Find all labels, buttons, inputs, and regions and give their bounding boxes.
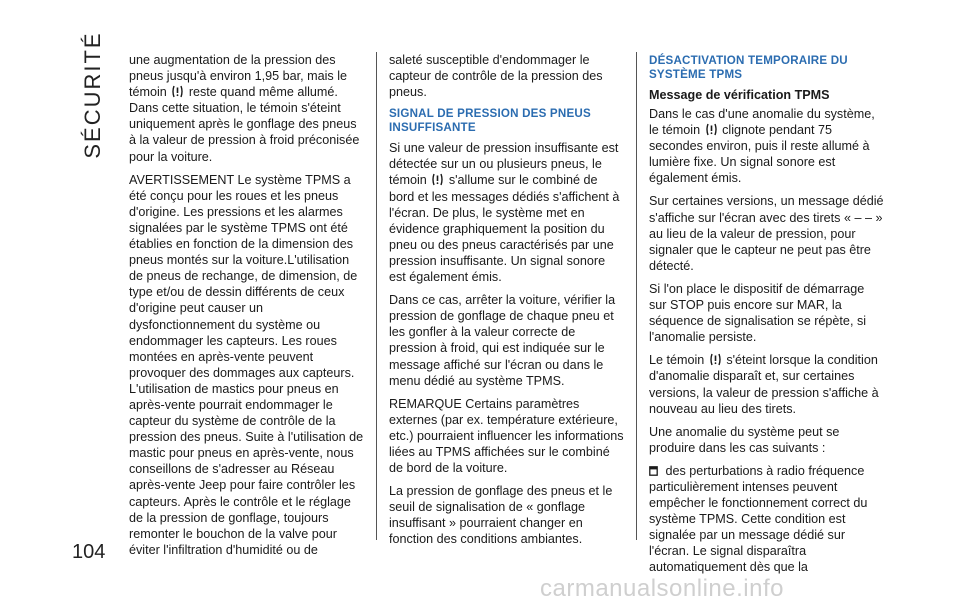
text: s'éteint lorsque la condition d'anomalie disparaît et, sur certaines versions, la valeur de pression s'affiche à nouveau au lieu des tirets. — [649, 353, 879, 416]
text: s'allume sur le combiné de bord et les messages dédiés s'affichent à l'écran. De plus, le système met en évidence graphiquement la position du pneu ou des pneus caractérisés par une pression insuffisante. Un signal sonore est également émis. — [389, 173, 620, 285]
paragraph: Si l'on place le dispositif de démarrage sur STOP puis encore sur MAR, la séquence de signalisation se répète, si l'anomalie persiste. — [649, 281, 867, 345]
sub-heading: Message de vérification TPMS — [649, 88, 830, 102]
text: une augmentation de la pression des pneus jusqu'à environ 1,95 bar, mais le témoin — [129, 53, 348, 100]
paragraph: AVERTISSEMENT Le système TPMS a été conçu pour les roues et les pneus d'origine. Les pressions et les alarmes signalées par le système TPMS ont été établies en fonction de la dimension des pneus montés sur la voiture.L'utilisation de pneus de rechange, de dimension, de type et/ou de dessin différents de ceux d'origine peut causer un dysfonctionnement du système ou endommager les capteurs. Les roues montées en après-vente peuvent provoquer des dommages aux capteurs. L'utilisation de mastics pour pneus en après-vente pourrait endommager le capteur du système de contrôle de la pression des pneus. Suite à l'utilisation de mastic pour pneus en après-vente, nous conseillons de s'adresser au Réseau après-vente Jeep pour faire contrôler les capteurs. Après le contrôle et le réglage de la pression de gonflage, toujours remonter le bouchon de la valve pour éviter l'infiltration d'humidité ou de — [129, 172, 364, 557]
tpms-warning-icon — [710, 353, 721, 366]
paragraph — [649, 463, 885, 576]
text-column-1 — [129, 52, 365, 565]
paragraph — [649, 352, 885, 416]
text: clignote pendant 75 secondes environ, puis il reste allumé à lumière fixe. Un signal sonore est également émis. — [649, 123, 870, 186]
section-heading: SIGNAL DE PRESSION DES PNEUS INSUFFISANTE — [389, 107, 591, 135]
paragraph — [389, 140, 625, 285]
paragraph: Dans ce cas, arrêter la voiture, vérifier la pression de gonflage de chaque pneu et les gonfler à la valeur correcte de pression à froid, qui est indiquée sur le message affiché sur l'écran ou dans le menu dédié au système TPMS. — [389, 293, 616, 388]
paragraph: saleté susceptible d'endommager le capteur de contrôle de la pression des pneus. — [389, 53, 603, 100]
section-heading: DÉSACTIVATION TEMPORAIRE DU SYSTÈME TPMS — [649, 54, 848, 81]
watermark: carmanualsonline.info — [540, 575, 784, 602]
text-column-2 — [389, 52, 625, 555]
text: des perturbations à radio fréquence particulièrement intenses peuvent empêcher le fonctionnement correct du système TPMS. Cette condition est signalée par un message dédié sur l'écran. Le signal disparaîtra automatiquement dès que la — [649, 463, 868, 575]
paragraph — [649, 106, 885, 186]
paragraph: La pression de gonflage des pneus et le seuil de signalisation de « gonflage insuffisant » pourraient changer en fonction des conditions ambiantes. — [389, 484, 613, 547]
section-title-vertical — [63, 30, 123, 160]
text: reste quand même allumé. Dans cette situation, le témoin s'éteint uniquement après le gonflage des pneus à la valeur de pression à froid préconisée pour la voiture. — [129, 85, 360, 164]
text: Le témoin — [649, 353, 705, 368]
text: Si une valeur de pression insuffisante est détectée sur un ou plusieurs pneus, le témoin — [389, 141, 619, 188]
tpms-warning-icon — [432, 173, 443, 186]
page-number: 104 — [72, 541, 106, 563]
text: Dans le cas d'une anomalie du système, le témoin — [649, 107, 875, 138]
text-column-3 — [649, 52, 885, 583]
paragraph: REMARQUE Certains paramètres externes (par ex. température extérieure, etc.) pourraient influencer les informations liées au TPMS affichées sur le combiné de bord de la voiture. — [389, 396, 624, 476]
paragraph: Sur certaines versions, un message dédié s'affiche sur l'écran avec des tirets « – – » au lieu de la valeur de pression, pour signaler que le capteur ne peut pas être détecté. — [649, 194, 884, 273]
paragraph: Une anomalie du système peut se produire dans les cas suivants : — [649, 424, 840, 455]
column-divider — [376, 52, 377, 540]
section-title: SÉCURITÉ — [80, 31, 105, 159]
tpms-warning-icon — [172, 85, 183, 98]
column-divider — [636, 52, 637, 540]
square-bullet-icon — [649, 466, 658, 476]
paragraph — [129, 52, 365, 165]
tpms-warning-icon — [706, 123, 717, 136]
